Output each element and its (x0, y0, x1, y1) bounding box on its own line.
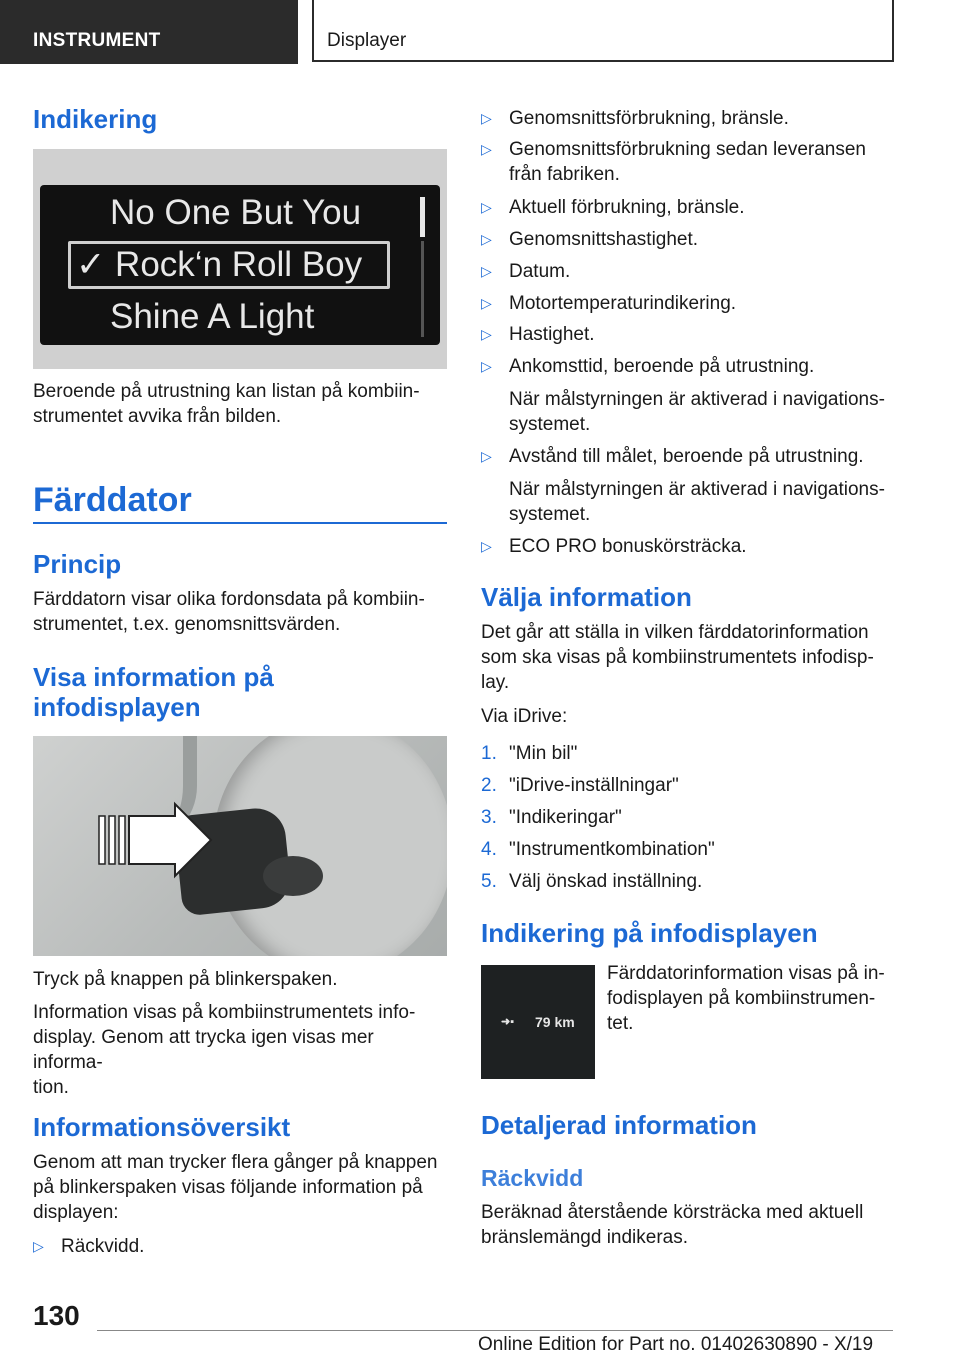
indikering-heading: Indikering (33, 104, 158, 134)
list-item-text: Hastighet. (509, 324, 595, 345)
press-arrow-icon (95, 800, 235, 880)
triangle-bullet-icon: ▷ (481, 231, 492, 247)
text-line: display. Genom att trycka igen visas mer informa- (33, 1027, 374, 1073)
list-item-text: När målstyrningen är aktiverad i navigations- (509, 479, 885, 500)
heading-line: Visa information på (33, 662, 274, 692)
range-fuel-icon: ➜▪ (501, 1016, 515, 1028)
text-line: Färddatorn visar olika fordonsdata på kombiin- (33, 589, 425, 610)
list-item-text: från fabriken. (509, 164, 620, 185)
list-item-text: Aktuell förbrukning, bränsle. (509, 197, 745, 218)
list-item-text: systemet. (509, 504, 591, 525)
edition-note: Online Edition for Part no. 01402630890 - X/19 (478, 1334, 874, 1355)
via-idrive-label: Via iDrive: (481, 706, 568, 727)
step-number: 1. (481, 743, 497, 764)
step-number: 3. (481, 807, 497, 828)
triangle-bullet-icon: ▷ (481, 326, 492, 342)
text-line: Information visas på kombiinstrumentets info- (33, 1002, 416, 1023)
list-item-text: systemet. (509, 414, 591, 435)
step-text: "Indikeringar" (509, 807, 622, 828)
text-line: som ska visas på kombiinstrumentets infodisp- (481, 647, 874, 668)
step-number: 5. (481, 871, 497, 892)
triangle-bullet-icon: ▷ (481, 448, 492, 464)
princip-heading: Princip (33, 549, 122, 579)
indikering-info-paragraph (607, 961, 893, 1036)
text-line: lay. (481, 672, 510, 693)
text-line: på blinkerspaken visas följande information på (33, 1177, 423, 1198)
step-text: "iDrive-inställningar" (509, 775, 679, 796)
heading-rule (33, 522, 447, 524)
rackvidd-heading: Räckvidd (481, 1165, 584, 1191)
visa-heading (33, 662, 274, 722)
page-header (0, 0, 960, 66)
triangle-bullet-icon: ▷ (481, 141, 492, 157)
stalk-image (33, 736, 447, 956)
section-tab: INSTRUMENT (0, 0, 298, 64)
step-text: "Instrumentkombination" (509, 839, 715, 860)
scrollbar-thumb (420, 197, 425, 237)
list-item-text: Genomsnittsförbrukning sedan leveransen (509, 139, 866, 160)
text-line: fodisplayen på kombiinstrumen- (607, 988, 876, 1009)
chapter-tab: Displayer (312, 0, 894, 62)
infodisplay-image (481, 965, 595, 1079)
indikering-paragraph (33, 379, 447, 429)
list-item-text: Ankomsttid, beroende på utrustning. (509, 356, 815, 377)
display-value: 79 km (535, 1014, 575, 1030)
heading-line: infodisplayen (33, 692, 201, 722)
valja-paragraph (481, 620, 893, 695)
list-item-text: Genomsnittsförbrukning, bränsle. (509, 108, 789, 129)
triangle-bullet-icon: ▷ (481, 199, 492, 215)
triangle-bullet-icon: ▷ (33, 1238, 44, 1254)
tryck-paragraph: Tryck på knappen på blinkerspaken. (33, 969, 338, 990)
scrollbar-track (421, 241, 424, 337)
step-text: "Min bil" (509, 743, 578, 764)
text-line: Beroende på utrustning kan listan på kombiin- (33, 381, 420, 402)
triangle-bullet-icon: ▷ (481, 538, 492, 554)
text-line: displayen: (33, 1202, 119, 1223)
menu-image (33, 149, 447, 369)
text-line: Färddatorinformation visas på in- (607, 963, 885, 984)
info-paragraph (33, 1000, 447, 1100)
text-line: Genom att man trycker flera gånger på knappen (33, 1152, 438, 1173)
text-line: tion. (33, 1077, 69, 1098)
step-number: 4. (481, 839, 497, 860)
list-item-text: Motortemperaturindikering. (509, 293, 737, 314)
rackvidd-paragraph (481, 1200, 893, 1250)
oversikt-paragraph (33, 1150, 447, 1225)
menu-item-1: No One But You (110, 193, 362, 232)
menu-item-2: ✓ Rock‘n Roll Boy (76, 245, 363, 284)
text-line: bränslemängd indikeras. (481, 1227, 689, 1248)
text-line: Det går att ställa in vilken färddatorinformation (481, 622, 869, 643)
text-line: Beräknad återstående körsträcka med aktuell (481, 1202, 864, 1223)
text-line: strumentet avvika från bilden. (33, 406, 282, 427)
step-text: Välj önskad inställning. (509, 871, 703, 892)
triangle-bullet-icon: ▷ (481, 295, 492, 311)
list-item-text: Räckvidd. (61, 1236, 145, 1257)
farddator-heading: Färddator (33, 481, 192, 519)
text-line: strumentet, t.ex. genomsnittsvärden. (33, 614, 341, 635)
list-item-text: Genomsnittshastighet. (509, 229, 699, 250)
oversikt-heading: Informationsöversikt (33, 1112, 291, 1142)
detaljerad-heading: Detaljerad information (481, 1110, 757, 1140)
list-item-text: När målstyrningen är aktiverad i navigations- (509, 389, 885, 410)
list-item-text: Datum. (509, 261, 571, 282)
triangle-bullet-icon: ▷ (481, 358, 492, 374)
text-line: tet. (607, 1013, 634, 1034)
footer-rule (97, 1330, 893, 1331)
princip-paragraph (33, 587, 447, 637)
valja-heading: Välja information (481, 582, 692, 612)
list-item-text: Avstånd till målet, beroende på utrustning. (509, 446, 864, 467)
stalk-base (263, 856, 323, 896)
triangle-bullet-icon: ▷ (481, 263, 492, 279)
menu-screen (40, 185, 440, 345)
indikering-info-heading: Indikering på infodisplayen (481, 918, 818, 948)
triangle-bullet-icon: ▷ (481, 110, 492, 126)
page-number: 130 (33, 1300, 80, 1331)
list-item-text: ECO PRO bonuskörsträcka. (509, 536, 747, 557)
step-number: 2. (481, 775, 497, 796)
menu-item-3: Shine A Light (110, 297, 315, 336)
